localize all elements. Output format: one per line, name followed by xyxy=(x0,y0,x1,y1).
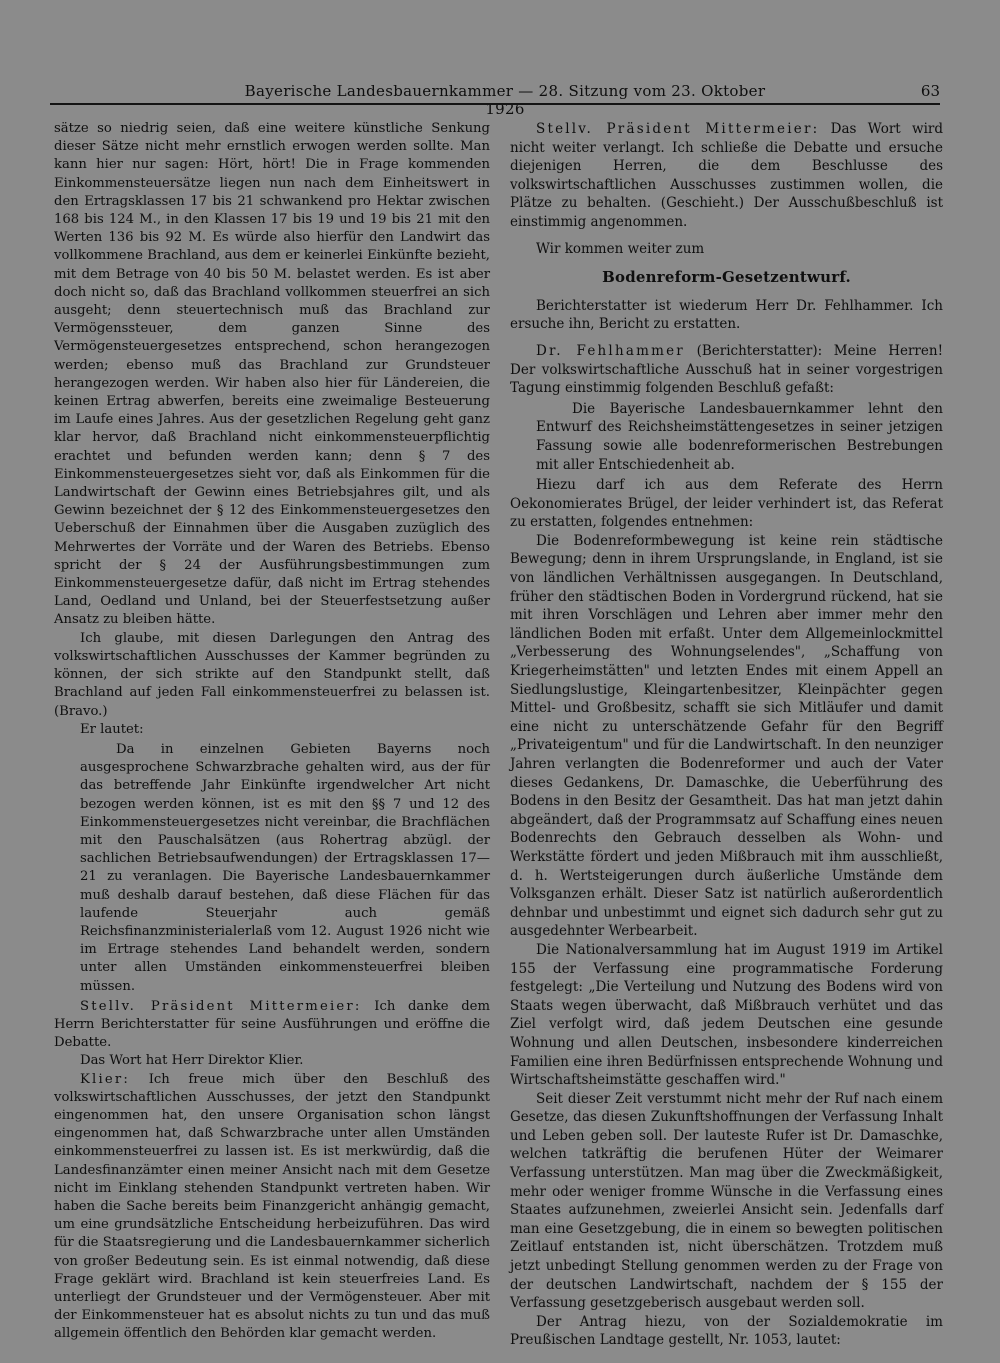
speech-text: Ich danke dem Herrn Berichterstatter für seine Ausführungen und eröffne die Debatte. xyxy=(54,998,490,1051)
paragraph: sätze so niedrig seien, daß eine weitere künstliche Senkung dieser Sätze nicht mehr ernstlich erwogen werden sollte. Man kann hier nur sagen: Hört, hört! Die in Frage kommenden Einkommensteuersätze liegen nun nach dem Einheitswert in den Ertragsklassen 17 bis 21 schwankend pro Hektar zwischen 168 bis 124 M., in den Klassen 17 bis 19 und 19 bis 21 mit den Werten 136 bis 92 M. Es würde also hierfür den Landwirt das vollkommene Brachland, aus dem er keinerlei Einkünfte bezieht, mit dem Betrage von 40 bis 50 M. belastet werden. Es ist aber doch nicht so, daß das Brachland vollkommen steuerfrei an sich ausgeht; denn steuertechnisch muß das Brachland zur Vermögenssteuer, dem ganzen Sinne des Vermögensteuergesetzes entsprechend, schon herangezogen werden; ebenso muß das Brachland zur Grundsteuer herangezogen werden. Wir haben also hier für Ländereien, die keinen Ertrag abwerfen, bereits eine zweimalige Besteuerung im Laufe eines Jahres. Aus der gesetzlichen Regelung geht ganz klar hervor, daß Brachland nicht einkommensteuerpflichtig erachtet und befunden werden kann; denn § 7 des Einkommensteuergesetzes sieht vor, daß als Einkommen für die Landwirtschaft der Gewinn eines Betriebsjahres gilt, und als Gewinn bezeichnet der § 12 des Einkommensteuergesetzes den Ueberschuß der Einnahmen über die Ausgaben zuzüglich des Mehrwertes der Vorräte und der Waren des Betriebs. Ebenso spricht der § 24 der Ausführungsbestimmungen zum Einkommensteuergesetze dafür, daß nicht im Ertrag stehendes Land, Oedland und Unland, bei der Steuerfestsetzung außer Ansatz zu bleiben hätte. xyxy=(54,121,490,628)
speech-paragraph xyxy=(510,120,943,232)
paragraph: Hiezu darf ich aus dem Referate des Herrn Oekonomierates Brügel, der leider verhindert ist, das Referat zu erstatten, folgendes entnehmen: xyxy=(510,477,943,531)
speaker-name: Stellv. Präsident Mittermeier: xyxy=(80,998,362,1014)
speaker-name: Klier: xyxy=(80,1071,131,1087)
speech-paragraph xyxy=(54,998,490,1053)
motion-quote: Da in einzelnen Gebieten Bayerns noch ausgesprochene Schwarzbrache gehalten wird, aus der für das betreffende Jahr Einkünfte irgendwelcher Art nicht bezogen werden können, ist es mit den §§ 7 und 12 des Einkommensteuergesetzes nicht vereinbar, die Brachflächen mit den Pauschalsätzen (aus Rohertrag abzügl. der sachlichen Betriebsaufwendungen) der Ertragsklassen 17—21 zu veranlagen. Die Bayerische Landesbauernkammer muß deshalb darauf bestehen, daß diese Flächen für das laufende Steuerjahr auch gemäß Reichsfinanzministerialerlaß vom 12. August 1926 nicht wie im Ertrage stehendes Land behandelt werden, sondern unter allen Umständen einkommensteuerfrei bleiben müssen. xyxy=(80,741,490,994)
paragraph: Wir kommen weiter zum xyxy=(536,240,705,257)
page-number: 63 xyxy=(920,82,940,100)
right-column xyxy=(510,120,943,1350)
speech-text: Ich freue mich über den Beschluß des volkswirtschaftlichen Ausschusses, der jetzt den Standpunkt eingenommen hat, den unsere Organisation schon längst eingenommen hat, daß Schwarzbrache unter allen Umständen einkommensteuerfrei zu lassen ist. Es ist merkwürdig, daß die Landesfinanzämter einen meiner Ansicht nach mit dem Gesetze nicht im Einklang stehenden Standpunkt vertreten haben. Wir haben die Sache bereits beim Finanzgericht anhängig gemacht, um eine grundsätzliche Entscheidung herbeizuführen. Das wird für die Staatsregierung und die Landesbauernkammer sicherlich von großer Bedeutung sein. Es ist einmal notwendig, daß diese Frage geklärt wird. Brachland ist kein steuerfreies Land. Es unterliegt der Grundsteuer und der Vermögensteuer. Aber mit der Einkommensteuer hat es absolut nichts zu tun und das muß allgemein öffentlich den Behörden klar gemacht werden. xyxy=(54,1071,490,1342)
paragraph: Die Bodenreformbewegung ist keine rein städtische Bewegung; denn in ihrem Ursprungslande, in England, ist sie von ländlichen Verhältnissen ausgegangen. In Deutschland, früher den städtischen Boden in Vordergrund rückend, hat sie mit ihren Vorschlägen und Lehren aber immer mehr den ländlichen Boden mit erfaßt. Unter dem Allgemeinlockmittel „Verbesserung des Wohnungselendes", „Schaffung von Kriegerheimstätten" und letzten Endes mit einem Appell an Siedlungslustige, Kleingartenbesitzer, Kleinpächter gegen Mittel- und Großbesitz, schafft sie sich Mitläufer und damit eine nicht zu unterschätzende Gefahr für den Begriff „Privateigentum" und für die Landwirtschaft. In den neunziger Jahren verlangten die Bodenreformer und auch der Vater dieses Gedankens, Dr. Damaschke, die Ueberführung des Bodens in den Besitz der Gesamtheit. Das hat man jetzt dahin abgeändert, daß der Programmsatz auf Schaffung eines neuen Bodenrechts den Gebrauch desselben als Wohn- und Werkstätte fördert und jeden Mißbrauch mit ihm ausschließt, d. h. Wertsteigerungen durch äußerliche Umstände dem Volksganzen erhält. Dieser Satz ist natürlich außerordentlich dehnbar und unbestimmt und eignet sich dadurch sehr gut zu ausgedehnter Werbearbeit. xyxy=(510,532,943,940)
speaker-name: Stellv. Präsident Mittermeier: xyxy=(536,121,820,137)
paragraph: Die Nationalversammlung hat im August 1919 im Artikel 155 der Verfassung eine programmatische Forderung festgelegt: „Die Verteilung und Nutzung des Bodens wird von Staats wegen überwacht, daß Mißbrauch verhütet und das Ziel verfolgt wird, daß jedem Deutschen eine gesunde Wohnung und allen Deutschen, insbesondere kinderreichen Familien eine ihren Bedürfnissen entsprechende Wohnung und Wirtschaftsheimstätte geschaffen wird." xyxy=(510,941,943,1089)
paragraph: Seit dieser Zeit verstummt nicht mehr der Ruf nach einem Gesetze, das diesen Zukunftshoffnungen der Verfassung Inhalt und Leben geben soll. Der lauteste Rufer ist Dr. Damaschke, welchen tatkräftig die berufenen Hüter der Weimarer Verfassung unterstützen. Man mag über die Zweckmäßigkeit, mehr oder weniger fromme Wünsche in die Verfassung eines Staates aufzunehmen, zweierlei Ansicht sein. Jedenfalls darf man eine Gesetzgebung, die in einem so bewegten politischen Zeitlauf entstanden ist, nicht überschätzen. Trotzdem muß jetzt unbedingt Stellung genommen werden zu der Frage von der deutschen Landwirtschaft, nachdem der § 155 der Verfassung gesetzgeberisch ausgebaut werden soll. xyxy=(510,1090,943,1312)
running-title: Bayerische Landesbauernkammer — 28. Sitzung vom 23. Oktober 1926 xyxy=(244,82,766,118)
motion-quote: Die Bayerische Landesbauernkammer lehnt den Entwurf des Reichsheimstättengesetzes in seiner jetzigen Fassung sowie alle bodenreformerischen Bestrebungen mit aller Entschiedenheit ab. xyxy=(536,400,943,473)
speech-text: (Berichterstatter): Meine Herren! Der volkswirtschaftliche Ausschuß hat in seiner vorgestrigen Tagung einstimmig folgenden Beschluß gefaßt: xyxy=(510,342,943,397)
speech-paragraph xyxy=(510,342,943,398)
speech-text: Das Wort wird nicht weiter verlangt. Ich schließe die Debatte und ersuche diejenigen Herren, die dem Beschlusse des volkswirtschaftlichen Ausschusses zustimmen wollen, die Plätze zu behalten. (Geschieht.) Der Ausschußbeschluß ist einstimmig angenommen. xyxy=(510,121,943,230)
page-header xyxy=(50,78,940,118)
left-column xyxy=(54,120,490,1344)
paragraph: Er lautet: xyxy=(80,721,144,737)
paragraph: Der Antrag hiezu, von der Sozialdemokratie im Preußischen Landtage gestellt, Nr. 1053, lautet: xyxy=(510,1313,943,1349)
header-rule xyxy=(50,103,940,105)
speaker-name: Dr. Fehlhammer xyxy=(536,342,685,359)
paragraph: Ich glaube, mit diesen Darlegungen den Antrag des volkswirtschaftlichen Ausschusses der Kammer begründen zu können, der sich strikte auf den Standpunkt stellt, daß Brachland auf jeden Fall einkommensteuerfrei zu belassen ist. (Bravo.) xyxy=(54,630,490,719)
section-heading: Bodenreform-Gesetzentwurf. xyxy=(602,268,851,287)
paragraph: Berichterstatter ist wiederum Herr Dr. Fehlhammer. Ich ersuche ihn, Bericht zu erstatten. xyxy=(510,297,943,333)
speech-paragraph xyxy=(54,1071,490,1344)
paragraph: Das Wort hat Herr Direktor Klier. xyxy=(80,1053,304,1069)
